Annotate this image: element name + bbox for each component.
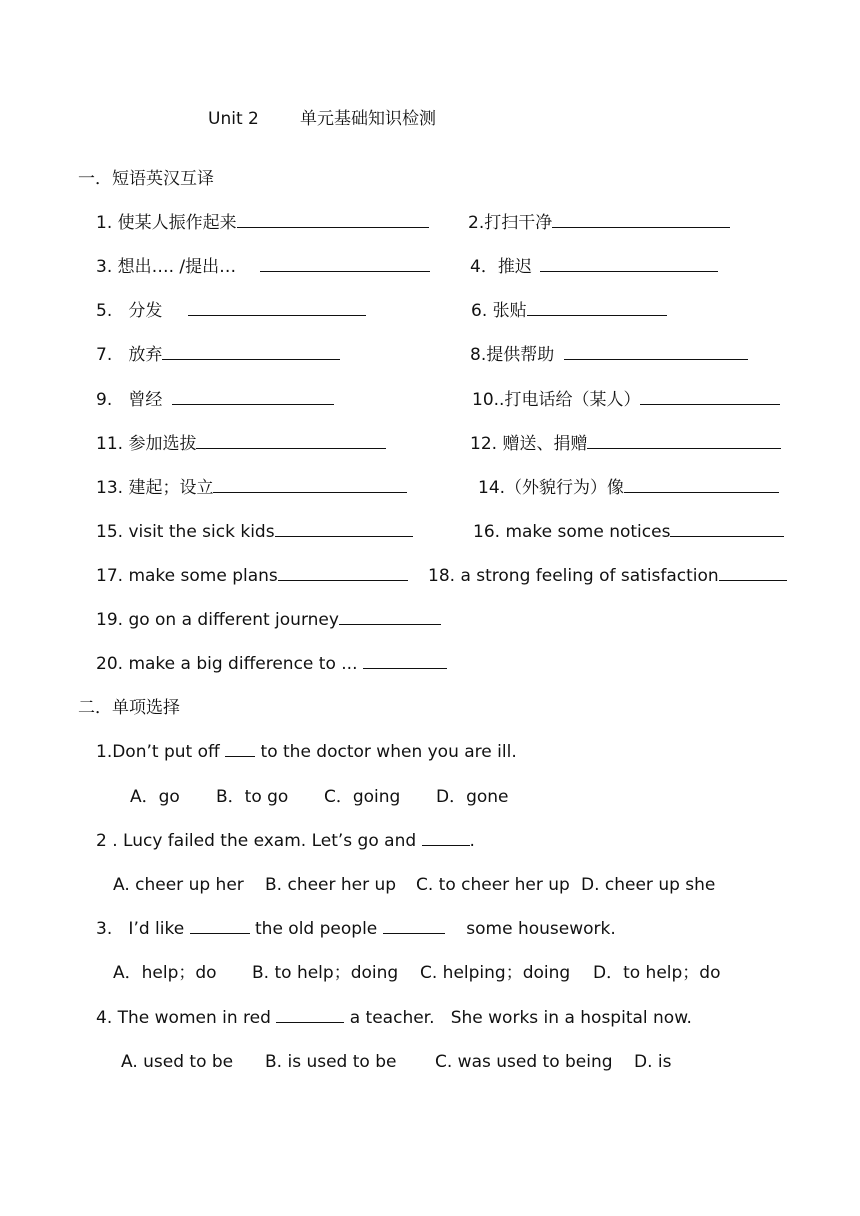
answer-blank[interactable]	[363, 654, 447, 669]
phrase-item: 10..打电话给（某人）	[472, 389, 780, 411]
question-2: 2 . Lucy failed the exam. Let’s go and .	[96, 831, 475, 851]
q1-option-d[interactable]: D．gone	[436, 787, 509, 807]
section-heading-phrases: 一．短语英汉互译	[78, 169, 214, 189]
answer-blank[interactable]	[540, 257, 718, 272]
q3-option-a[interactable]: A．help；do	[113, 963, 217, 983]
answer-blank[interactable]	[670, 522, 784, 537]
phrase-item: 2.打扫干净	[468, 212, 730, 234]
answer-blank[interactable]	[237, 213, 429, 228]
phrase-item: 6. 张贴	[471, 300, 667, 322]
answer-blank[interactable]	[225, 742, 255, 757]
q2-option-c[interactable]: C. to cheer her up	[416, 875, 570, 895]
phrase-item: 7. 放弃	[96, 344, 340, 366]
question-1: 1.Don’t put off to the doctor when you are ill.	[96, 742, 517, 762]
phrase-item: 11. 参加选拔	[96, 433, 386, 455]
question-3: 3. I’d like the old people some housework.	[96, 919, 616, 939]
answer-blank[interactable]	[564, 345, 748, 360]
phrase-item: 15. visit the sick kids	[96, 521, 413, 543]
phrase-item: 8.提供帮助	[470, 344, 748, 366]
answer-blank[interactable]	[260, 257, 430, 272]
answer-blank[interactable]	[213, 478, 407, 493]
unit-label: Unit 2	[208, 109, 259, 129]
answer-blank[interactable]	[276, 1008, 344, 1023]
answer-blank[interactable]	[719, 566, 787, 581]
answer-blank[interactable]	[640, 390, 780, 405]
answer-blank[interactable]	[339, 610, 441, 625]
phrase-item: 16. make some notices	[473, 521, 784, 543]
q1-option-b[interactable]: B．to go	[216, 787, 289, 807]
q4-option-d[interactable]: D. is	[634, 1052, 672, 1072]
answer-blank[interactable]	[383, 919, 445, 934]
answer-blank[interactable]	[527, 301, 667, 316]
answer-blank[interactable]	[188, 301, 366, 316]
phrase-item: 14.（外貌行为）像	[478, 477, 779, 499]
phrase-item: 4．推迟	[470, 256, 718, 278]
answer-blank[interactable]	[275, 522, 413, 537]
section-heading-choice: 二．单项选择	[78, 698, 180, 718]
q4-option-b[interactable]: B. is used to be	[265, 1052, 397, 1072]
q3-option-d[interactable]: D．to help；do	[593, 963, 721, 983]
q3-option-c[interactable]: C. helping；doing	[420, 963, 571, 983]
q2-option-a[interactable]: A. cheer up her	[113, 875, 244, 895]
q2-option-d[interactable]: D. cheer up she	[581, 875, 716, 895]
phrase-item: 5. 分发	[96, 300, 366, 322]
answer-blank[interactable]	[422, 831, 470, 846]
phrase-item: 20. make a big difference to ...	[96, 653, 447, 675]
q4-option-a[interactable]: A. used to be	[121, 1052, 234, 1072]
q2-option-b[interactable]: B. cheer her up	[265, 875, 397, 895]
q3-option-b[interactable]: B. to help；doing	[252, 963, 399, 983]
answer-blank[interactable]	[552, 213, 730, 228]
answer-blank[interactable]	[587, 434, 781, 449]
answer-blank[interactable]	[278, 566, 408, 581]
phrase-item: 19. go on a different journey	[96, 609, 441, 631]
q1-option-c[interactable]: C．going	[324, 787, 401, 807]
phrase-item: 9. 曾经	[96, 389, 334, 411]
phrase-item: 17. make some plans	[96, 565, 408, 587]
question-4: 4. The women in red a teacher. She works in a hospital now.	[96, 1008, 692, 1028]
phrase-item: 18. a strong feeling of satisfaction	[428, 565, 787, 587]
answer-blank[interactable]	[172, 390, 334, 405]
phrase-item: 1. 使某人振作起来	[96, 212, 429, 234]
answer-blank[interactable]	[624, 478, 779, 493]
q1-option-a[interactable]: A．go	[130, 787, 180, 807]
q4-option-c[interactable]: C. was used to being	[435, 1052, 613, 1072]
phrase-item: 12. 赠送、捐赠	[470, 433, 781, 455]
phrase-item: 3. 想出…. /提出…	[96, 256, 430, 278]
page-title: 单元基础知识检测	[300, 109, 436, 129]
answer-blank[interactable]	[162, 345, 340, 360]
answer-blank[interactable]	[190, 919, 250, 934]
phrase-item: 13. 建起；设立	[96, 477, 407, 499]
answer-blank[interactable]	[196, 434, 386, 449]
